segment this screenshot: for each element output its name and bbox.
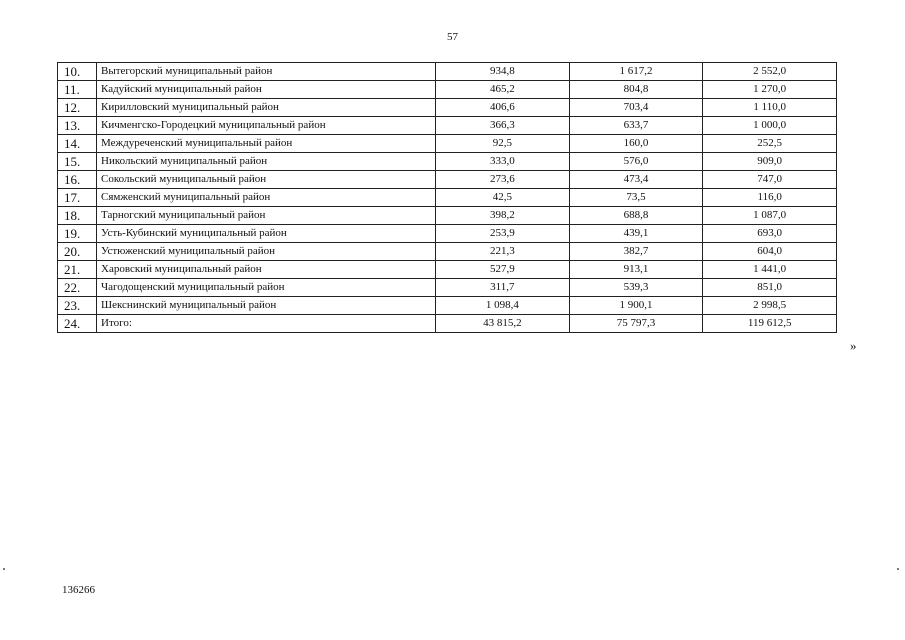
district-name-cell: Междуреченский муниципальный район	[97, 135, 436, 153]
district-name-cell: Устюженский муниципальный район	[97, 243, 436, 261]
district-name-cell: Кирилловский муниципальный район	[97, 99, 436, 117]
value-total-cell: 1 110,0	[703, 99, 837, 117]
value-2-cell: 804,8	[569, 81, 703, 99]
value-total-cell: 747,0	[703, 171, 837, 189]
district-name-cell: Сямженский муниципальный район	[97, 189, 436, 207]
value-total-cell: 909,0	[703, 153, 837, 171]
value-2-cell: 1 617,2	[569, 63, 703, 81]
district-name-cell: Кичменгско-Городецкий муниципальный район	[97, 117, 436, 135]
district-name-cell: Кадуйский муниципальный район	[97, 81, 436, 99]
value-total-cell: 252,5	[703, 135, 837, 153]
value-2-cell: 382,7	[569, 243, 703, 261]
page-number: 57	[447, 31, 458, 43]
value-total-cell: 604,0	[703, 243, 837, 261]
table-row	[58, 171, 837, 189]
table-row	[58, 207, 837, 225]
value-1-cell: 43 815,2	[436, 315, 570, 333]
table-row	[58, 297, 837, 315]
value-2-cell: 539,3	[569, 279, 703, 297]
district-name-cell: Итого:	[97, 315, 436, 333]
value-2-cell: 576,0	[569, 153, 703, 171]
value-2-cell: 913,1	[569, 261, 703, 279]
district-name-cell: Вытегорский муниципальный район	[97, 63, 436, 81]
row-number-cell: 12.	[58, 99, 97, 117]
value-1-cell: 934,8	[436, 63, 570, 81]
value-total-cell: 1 441,0	[703, 261, 837, 279]
row-number-cell: 11.	[58, 81, 97, 99]
value-1-cell: 221,3	[436, 243, 570, 261]
district-name-cell: Тарногский муниципальный район	[97, 207, 436, 225]
value-1-cell: 333,0	[436, 153, 570, 171]
value-2-cell: 160,0	[569, 135, 703, 153]
value-2-cell: 75 797,3	[569, 315, 703, 333]
value-1-cell: 1 098,4	[436, 297, 570, 315]
value-total-cell: 119 612,5	[703, 315, 837, 333]
value-total-cell: 116,0	[703, 189, 837, 207]
value-total-cell: 1 087,0	[703, 207, 837, 225]
table-row	[58, 315, 837, 333]
row-number-cell: 14.	[58, 135, 97, 153]
table-row	[58, 243, 837, 261]
row-number-cell: 16.	[58, 171, 97, 189]
scan-speck-left	[3, 568, 5, 570]
value-1-cell: 273,6	[436, 171, 570, 189]
scan-speck-right	[897, 568, 899, 570]
value-2-cell: 688,8	[569, 207, 703, 225]
value-2-cell: 1 900,1	[569, 297, 703, 315]
value-1-cell: 42,5	[436, 189, 570, 207]
value-1-cell: 406,6	[436, 99, 570, 117]
table-row	[58, 117, 837, 135]
district-name-cell: Сокольский муниципальный район	[97, 171, 436, 189]
row-number-cell: 15.	[58, 153, 97, 171]
value-1-cell: 92,5	[436, 135, 570, 153]
value-total-cell: 1 000,0	[703, 117, 837, 135]
table-row	[58, 63, 837, 81]
row-number-cell: 21.	[58, 261, 97, 279]
value-1-cell: 527,9	[436, 261, 570, 279]
district-name-cell: Чагодощенский муниципальный район	[97, 279, 436, 297]
table-row	[58, 279, 837, 297]
value-total-cell: 2 998,5	[703, 297, 837, 315]
value-1-cell: 465,2	[436, 81, 570, 99]
value-total-cell: 851,0	[703, 279, 837, 297]
value-1-cell: 398,2	[436, 207, 570, 225]
table-body	[58, 63, 837, 333]
value-total-cell: 2 552,0	[703, 63, 837, 81]
value-2-cell: 439,1	[569, 225, 703, 243]
value-1-cell: 311,7	[436, 279, 570, 297]
value-1-cell: 366,3	[436, 117, 570, 135]
row-number-cell: 13.	[58, 117, 97, 135]
value-total-cell: 693,0	[703, 225, 837, 243]
district-name-cell: Усть-Кубинский муниципальный район	[97, 225, 436, 243]
table-row	[58, 261, 837, 279]
district-name-cell: Никольский муниципальный район	[97, 153, 436, 171]
row-number-cell: 23.	[58, 297, 97, 315]
district-name-cell: Харовский муниципальный район	[97, 261, 436, 279]
table-row	[58, 135, 837, 153]
table-row	[58, 99, 837, 117]
footer-document-code: 136266	[62, 584, 95, 596]
district-name-cell: Шекснинский муниципальный район	[97, 297, 436, 315]
table-row	[58, 81, 837, 99]
value-2-cell: 703,4	[569, 99, 703, 117]
row-number-cell: 22.	[58, 279, 97, 297]
value-1-cell: 253,9	[436, 225, 570, 243]
table-row	[58, 153, 837, 171]
row-number-cell: 19.	[58, 225, 97, 243]
row-number-cell: 10.	[58, 63, 97, 81]
value-2-cell: 473,4	[569, 171, 703, 189]
row-number-cell: 18.	[58, 207, 97, 225]
value-2-cell: 73,5	[569, 189, 703, 207]
value-2-cell: 633,7	[569, 117, 703, 135]
allocation-table	[57, 62, 837, 333]
row-number-cell: 24.	[58, 315, 97, 333]
closing-quote: »	[850, 338, 857, 353]
row-number-cell: 20.	[58, 243, 97, 261]
table-row	[58, 225, 837, 243]
value-total-cell: 1 270,0	[703, 81, 837, 99]
row-number-cell: 17.	[58, 189, 97, 207]
table-row	[58, 189, 837, 207]
